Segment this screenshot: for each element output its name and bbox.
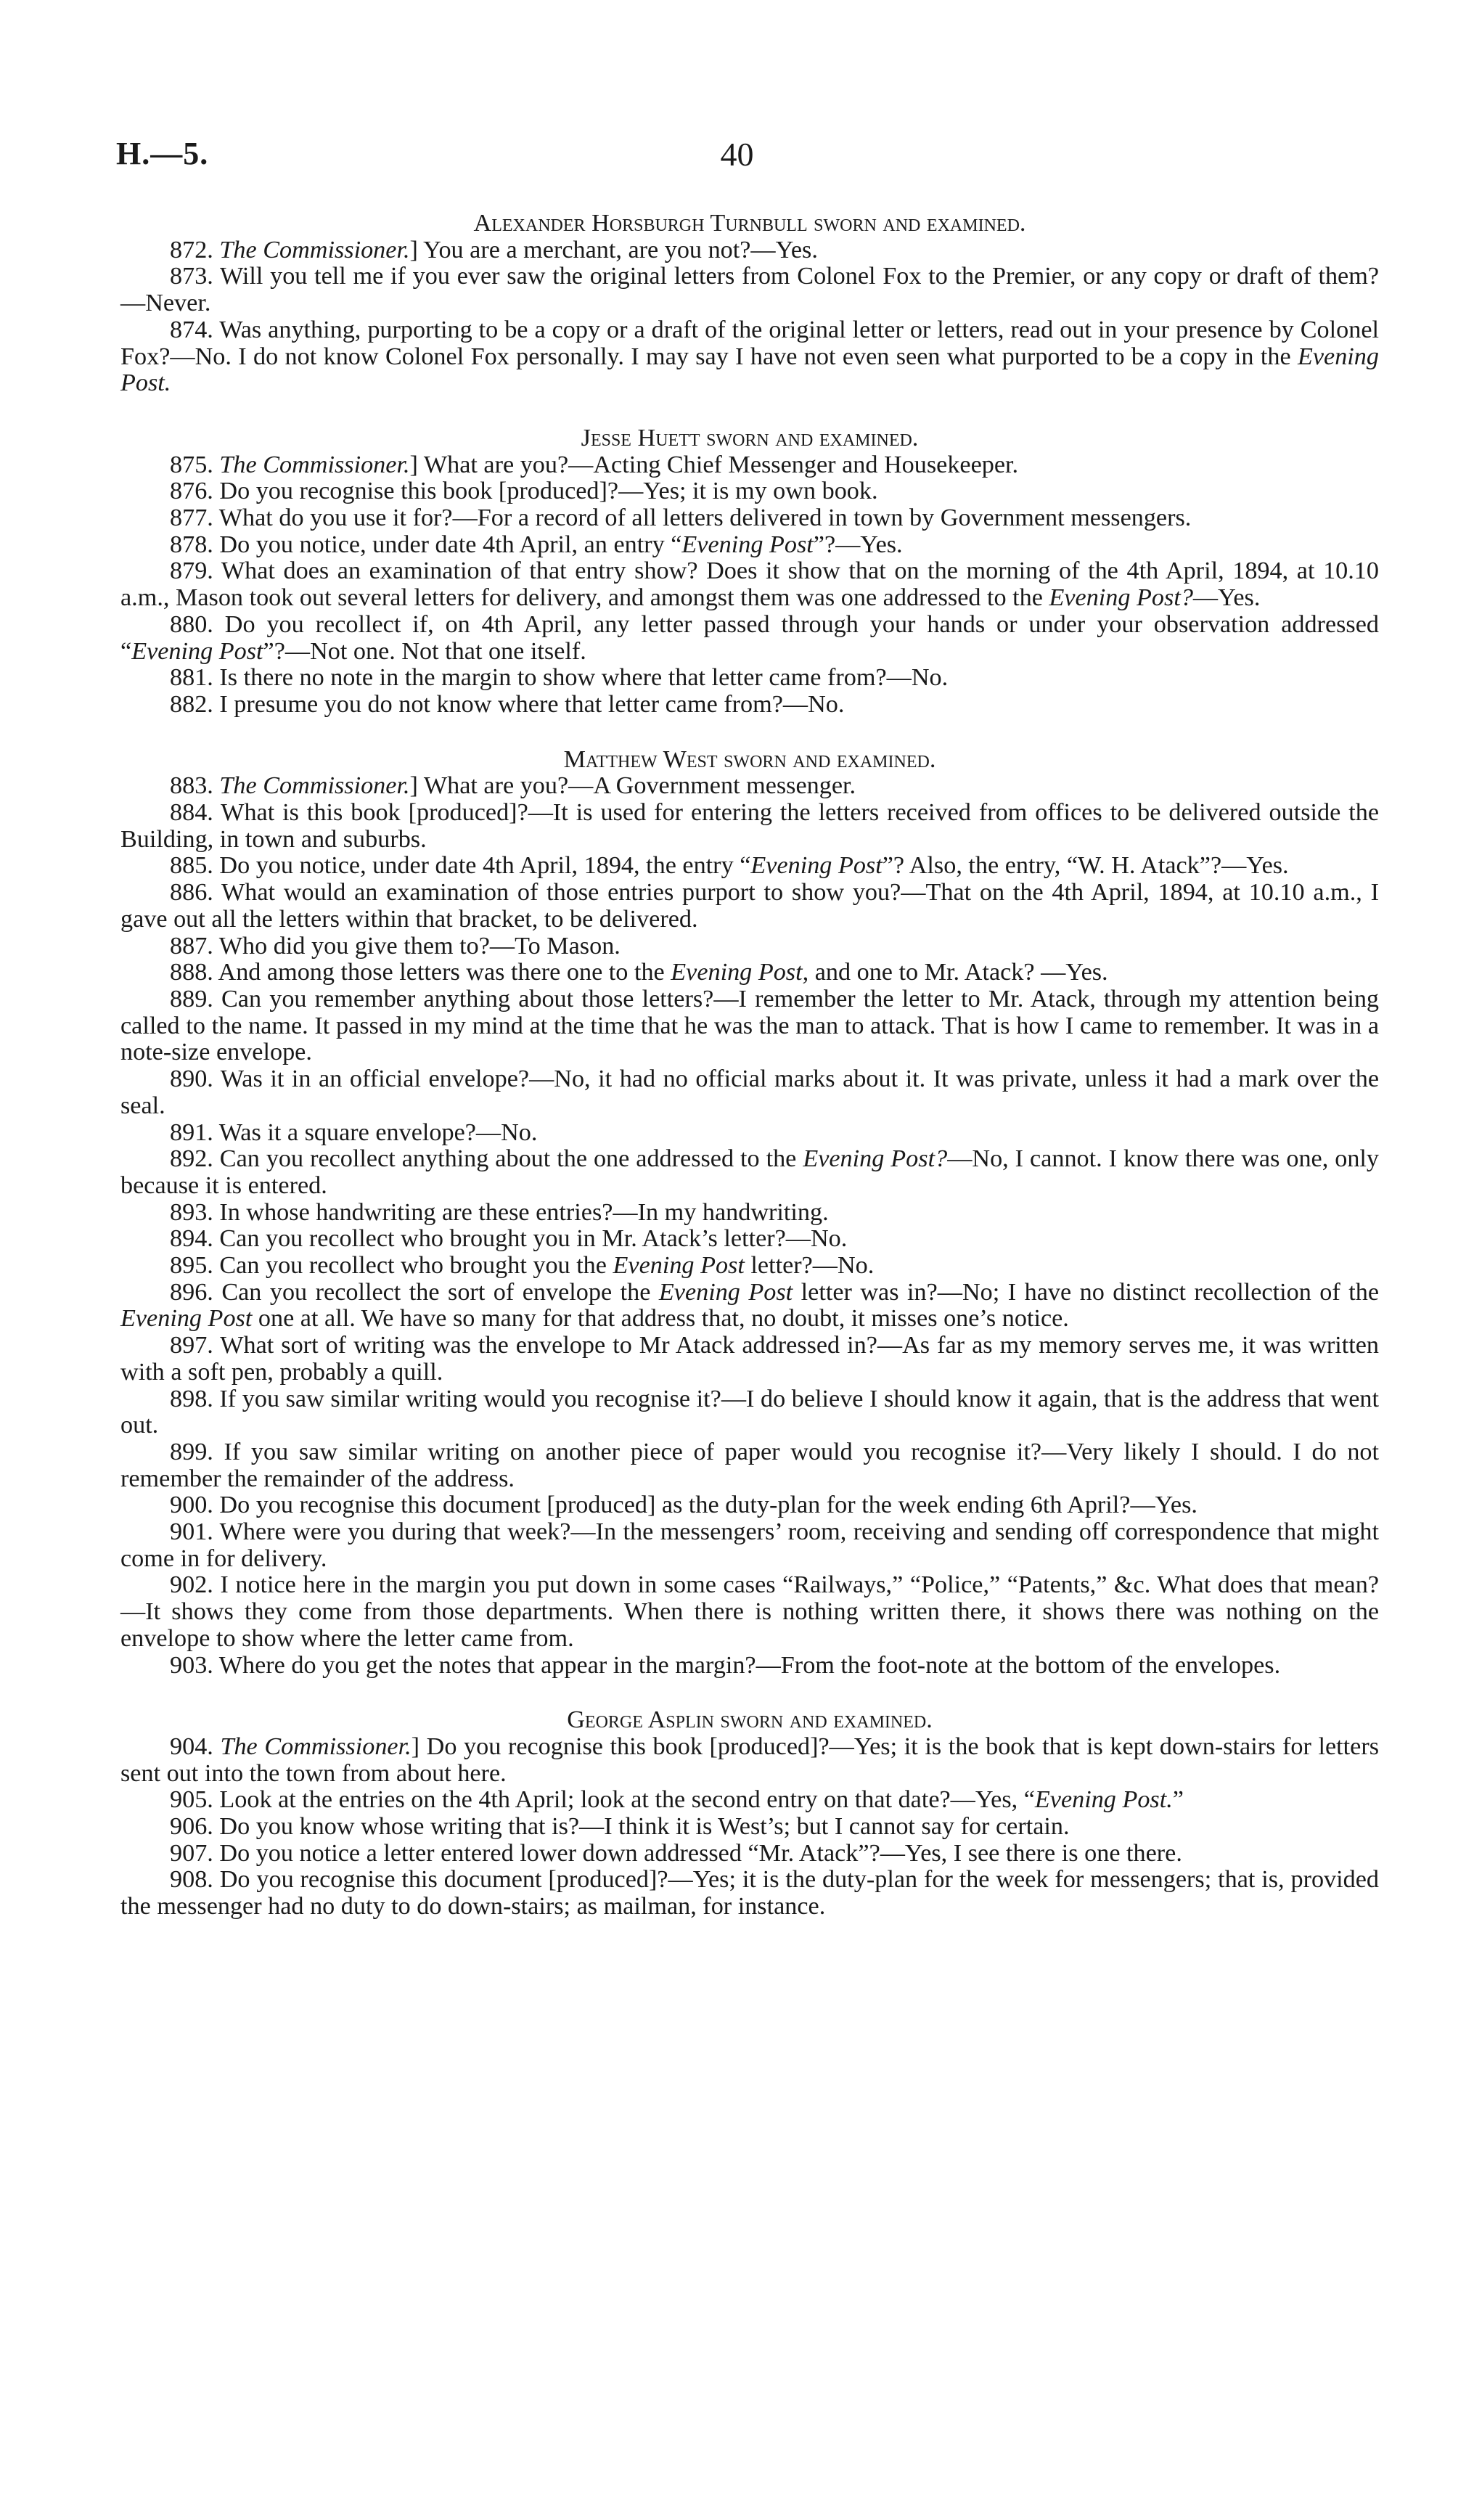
entry-text: Where were you during that week?—In the messengers’ room, receiving and sending off correspondence that might come in for delivery. (120, 1518, 1379, 1572)
testimony-entry (120, 1492, 1379, 1519)
witness-heading-text: sworn and examined. (700, 424, 919, 451)
entry-text: Is there no note in the margin to show where that letter came from?—No. (219, 664, 949, 692)
italic-text: Evening Post (658, 1278, 793, 1306)
question-number: 891. (170, 1118, 219, 1146)
testimony-entry (120, 1120, 1379, 1147)
testimony-entry (120, 1519, 1379, 1572)
testimony-entry (120, 960, 1379, 986)
testimony-entry (120, 1734, 1379, 1787)
question-number: 896. (170, 1278, 222, 1306)
question-number: 899. (170, 1438, 224, 1465)
entry-text: Do you notice a letter entered lower down addressed “Mr. Atack”?—Yes, I see there is one there. (219, 1839, 1182, 1867)
question-number: 882. (170, 690, 220, 718)
witness-name: Jesse Huett (581, 424, 700, 451)
testimony-entry (120, 1146, 1379, 1199)
testimony-entry (120, 1253, 1379, 1280)
entry-text: Do you notice, under date 4th April, 1894, the entry “ (219, 852, 751, 880)
italic-text: Evening Post (120, 1305, 253, 1333)
question-number: 893. (170, 1198, 220, 1226)
witness-heading (120, 210, 1379, 237)
entry-text: What do you use it for?—For a record of all letters delivered in town by Government messengers. (218, 504, 1192, 532)
entry-text: What would an examination of those entries purport to show you?—That on the 4th April, 1894, at 10.10 a.m., I gave out all the letters within that bracket, to be delivered. (120, 879, 1379, 933)
witness-name: Matthew West (563, 745, 718, 773)
testimony-entry (120, 1200, 1379, 1227)
entry-text: Can you recollect who brought you in Mr. Atack’s letter?—No. (219, 1225, 848, 1253)
question-number: 903. (170, 1651, 219, 1679)
testimony-entry (120, 478, 1379, 505)
question-number: 908. (170, 1866, 220, 1894)
testimony-entry (120, 558, 1379, 611)
testimony-entry (120, 1439, 1379, 1492)
italic-text: Evening Post (131, 637, 263, 665)
testimony-entry (120, 1066, 1379, 1119)
witness-heading (120, 747, 1379, 774)
italic-text: The Commissioner. (219, 772, 410, 800)
entry-text: Where do you get the notes that appear in the margin?—From the foot-note at the bottom of the envelopes. (218, 1651, 1281, 1679)
entry-text: Look at the entries on the 4th April; look at the second entry on that date?—Yes, “ (219, 1786, 1035, 1814)
entry-text: Will you tell me if you ever saw the original letters from Colonel Fox to the Premier, or any copy or draft of them?—Never. (120, 263, 1379, 317)
question-number: 874. (170, 316, 220, 343)
question-number: 901. (170, 1518, 220, 1546)
testimony-entry (120, 1841, 1379, 1868)
question-number: 885. (170, 852, 220, 880)
testimony-entry (120, 933, 1379, 960)
entry-text: What is this book [produced]?—It is used for entering the letters received from offices to be delivered outside the Building, in town and suburbs. (120, 799, 1379, 853)
testimony-entry (120, 1814, 1379, 1841)
question-number: 884. (170, 799, 221, 827)
entry-text: Can you remember anything about those letters?—I remember the letter to Mr. Atack, through my attention being called to the name. It passed in my mind at the time that he was the man to attack. That is how I came to remember. It was in a note-size envelope. (120, 985, 1380, 1066)
question-number: 905. (170, 1786, 220, 1814)
entry-text: and one to Mr. Atack? —Yes. (808, 959, 1108, 986)
entry-text: one at all. We have so many for that address that, no doubt, it misses one’s notice. (252, 1305, 1069, 1333)
entry-text: Can you recollect who brought you the (219, 1252, 613, 1280)
entry-text: Was it in an official envelope?—No, it had no official marks about it. It was private, unless it had a mark over the seal. (120, 1065, 1379, 1119)
entry-text: ”?—Not one. Not that one itself. (263, 637, 586, 665)
question-number: 879. (170, 557, 221, 585)
question-number: 877. (170, 504, 219, 532)
italic-text: Evening Post. (120, 343, 1379, 397)
testimony-body (120, 210, 1379, 1920)
entry-text: Do you recognise this document [produced] as the duty-plan for the week ending 6th April?—Yes. (219, 1492, 1197, 1519)
question-number: 878. (170, 531, 220, 558)
italic-text: The Commissioner. (220, 1732, 412, 1760)
italic-text: Evening Post. (1034, 1786, 1173, 1814)
entry-text: —No, I cannot. I know there was one, only because it is entered. (120, 1145, 1379, 1199)
italic-text: The Commissioner. (219, 451, 410, 478)
question-number: 906. (170, 1813, 220, 1841)
entry-text: ] You are a merchant, are you not?—Yes. (409, 236, 818, 263)
entry-text: ] What are you?—A Government messenger. (409, 772, 856, 800)
page-number: 40 (720, 136, 754, 173)
question-number: 897. (170, 1332, 221, 1359)
testimony-entry (120, 1333, 1379, 1386)
entry-text: Was it a square envelope?—No. (218, 1118, 538, 1146)
entry-text: Can you recollect anything about the one addressed to the (219, 1145, 803, 1173)
entry-text: Do you know whose writing that is?—I think it is West’s; but I cannot say for certain. (219, 1813, 1070, 1841)
testimony-entry (120, 532, 1379, 559)
entry-text: If you saw similar writing on another piece of paper would you recognise it?—Very likely I should. I do not remember the remainder of the address. (120, 1438, 1380, 1492)
italic-text: Evening Post? (803, 1145, 948, 1173)
italic-text: Evening Post? (1049, 584, 1193, 612)
document-reference: H.—5. (116, 136, 209, 171)
entry-text: ”? Also, the entry, “W. H. Atack”?—Yes. (882, 852, 1289, 880)
testimony-entry (120, 1386, 1379, 1439)
entry-text: ”?—Yes. (813, 531, 903, 558)
testimony-entry (120, 986, 1379, 1066)
testimony-entry (120, 880, 1379, 933)
witness-heading-text: sworn and examined. (713, 1706, 933, 1734)
question-number: 889. (170, 985, 221, 1012)
testimony-entry (120, 773, 1379, 800)
entry-text: letter was in?—No; I have no distinct recollection of the (793, 1278, 1379, 1306)
entry-text: And among those letters was there one to the (218, 959, 671, 986)
testimony-entry (120, 452, 1379, 479)
testimony-entry (120, 1653, 1379, 1680)
italic-text: The Commissioner. (219, 236, 410, 263)
entry-text: In whose handwriting are these entries?—In my handwriting. (219, 1198, 829, 1226)
testimony-entry (120, 1280, 1379, 1333)
entry-text: Can you recollect the sort of envelope the (221, 1278, 659, 1306)
question-number: 887. (170, 932, 219, 960)
entry-text: —Yes. (1192, 584, 1261, 612)
question-number: 880. (170, 610, 225, 638)
question-number: 904. (170, 1732, 221, 1760)
entry-text: ] Do you recognise this book [produced]?—Yes; it is the book that is kept down-stairs for letters sent out into the town from about here. (120, 1732, 1380, 1787)
question-number: 895. (170, 1252, 220, 1280)
testimony-entry (120, 237, 1379, 264)
entry-text: I presume you do not know where that letter came from?—No. (219, 690, 845, 718)
entry-text: ” (1172, 1786, 1184, 1814)
question-number: 890. (170, 1065, 221, 1093)
witness-name: Alexander Horsburgh Turnbull (473, 210, 808, 237)
entry-text: Do you notice, under date 4th April, an entry “ (219, 531, 682, 558)
testimony-entry (120, 1572, 1379, 1652)
question-number: 892. (170, 1145, 220, 1173)
question-number: 886. (170, 879, 221, 907)
question-number: 907. (170, 1839, 220, 1867)
witness-heading-text: sworn and examined. (807, 210, 1026, 237)
testimony-entry (120, 692, 1379, 719)
question-number: 883. (170, 772, 220, 800)
question-number: 875. (170, 451, 220, 478)
italic-text: Evening Post (750, 852, 883, 880)
question-number: 881. (170, 664, 220, 692)
question-number: 898. (170, 1385, 220, 1412)
question-number: 894. (170, 1225, 220, 1253)
testimony-entry (120, 612, 1379, 665)
witness-heading-text: sworn and examined. (717, 745, 936, 773)
question-number: 873. (170, 263, 220, 290)
testimony-entry (120, 1226, 1379, 1253)
entry-text: What does an examination of that entry show? Does it show that on the morning of the 4th April, 1894, at 10.10 a.m., Mason took out several letters for delivery, and amongst them was one addressed to the (120, 557, 1379, 612)
entry-text: If you saw similar writing would you recognise it?—I do believe I should know it again, that is the address that went out. (120, 1385, 1379, 1439)
question-number: 900. (170, 1492, 220, 1519)
testimony-entry (120, 505, 1379, 532)
question-number: 876. (170, 478, 220, 505)
testimony-entry (120, 800, 1379, 853)
entry-text: ] What are you?—Acting Chief Messenger and Housekeeper. (409, 451, 1019, 478)
witness-heading (120, 1707, 1379, 1734)
testimony-entry (120, 317, 1379, 397)
entry-text: Who did you give them to?—To Mason. (218, 932, 621, 960)
question-number: 888. (170, 959, 218, 986)
italic-text: Evening Post (681, 531, 814, 558)
italic-text: Evening Post (613, 1252, 745, 1280)
entry-text: Was anything, purporting to be a copy or a draft of the original letter or letters, read out in your presence by Colonel Fox?—No. I do not know Colonel Fox personally. I may say I have not even seen what purported to be a copy in the (120, 316, 1379, 370)
testimony-entry (120, 665, 1379, 692)
entry-text: What sort of writing was the envelope to Mr Atack addressed in?—As far as my memory serves me, it was written with a soft pen, probably a quill. (120, 1332, 1380, 1386)
entry-text: I notice here in the margin you put down in some cases “Railways,” “Police,” “Patents,” &c. What does that mean?—It shows they come from those departments. When there is nothing written there, it shows there was nothing on the envelope to show where the letter came from. (120, 1571, 1379, 1652)
italic-text: Evening Post, (671, 959, 809, 986)
entry-text: Do you recollect if, on 4th April, any letter passed through your hands or under your observation addressed “ (120, 610, 1379, 665)
witness-heading (120, 425, 1379, 452)
entry-text: Do you recognise this book [produced]?—Yes; it is my own book. (219, 478, 878, 505)
entry-text: letter?—No. (744, 1252, 875, 1280)
testimony-entry (120, 1787, 1379, 1814)
question-number: 902. (170, 1571, 221, 1599)
testimony-entry (120, 263, 1379, 316)
witness-name: George Asplin (567, 1706, 714, 1734)
question-number: 872. (170, 236, 220, 263)
testimony-entry (120, 1867, 1379, 1920)
testimony-entry (120, 853, 1379, 880)
entry-text: Do you recognise this document [produced]?—Yes; it is the duty-plan for the week for messengers; that is, provided the messenger had no duty to do down-stairs; as mailman, for instance. (120, 1866, 1380, 1920)
